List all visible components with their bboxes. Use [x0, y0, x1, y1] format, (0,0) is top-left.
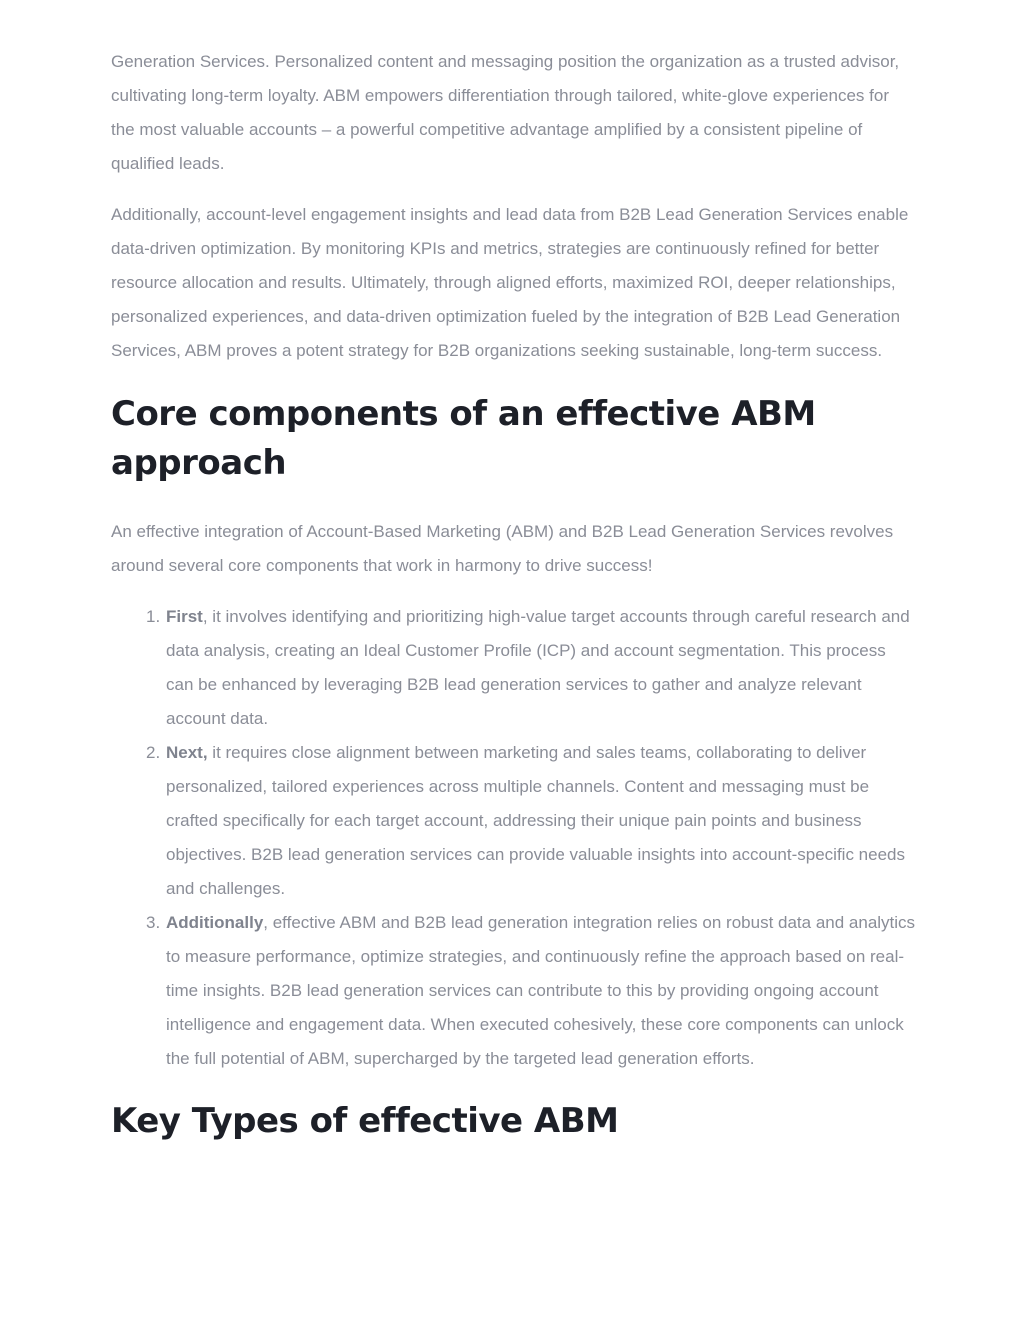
- list-item-lead: Additionally: [166, 913, 264, 932]
- list-item-number: 3.: [146, 913, 161, 932]
- list-item-text: , it involves identifying and prioritizing high-value target accounts through careful research and data analysis, creating an Ideal Customer Profile (ICP) and account segmentation. This process can be enhanced by leveraging B2B lead generation services to gather and analyze relevant account data.: [166, 607, 910, 728]
- list-item-lead: First: [166, 607, 203, 626]
- list-item-number: 1.: [146, 607, 161, 626]
- list-item-first: [146, 600, 916, 736]
- list-item-lead: Next,: [166, 743, 208, 762]
- list-item-text: , effective ABM and B2B lead generation integration relies on robust data and analytics to measure performance, optimize strategies, and continuously refine the approach based on real-time insights. B2B lead generation services can contribute to this by providing ongoing account intelligence and engagement data. When executed cohesively, these core components can unlock the full potential of ABM, supercharged by the targeted lead generation efforts.: [166, 913, 916, 1068]
- list-item-text: it requires close alignment between marketing and sales teams, collaborating to deliver personalized, tailored experiences across multiple channels. Content and messaging must be crafted specifically for each target account, addressing their unique pain points and business objectives. B2B lead generation services can provide valuable insights into account-specific needs and challenges.: [166, 743, 905, 898]
- heading-key-types: Key Types of effective ABM: [111, 1101, 619, 1141]
- list-item-additionally: [146, 906, 916, 1076]
- list-item-next: [146, 736, 916, 906]
- article-body: [111, 45, 916, 1146]
- list-item-number: 2.: [146, 743, 161, 762]
- paragraph-engagement-insights: Additionally, account-level engagement insights and lead data from B2B Lead Generation Services enable data-driven optimization. By monitoring KPIs and metrics, strategies are continuously refined for better resource allocation and results. Ultimately, through aligned efforts, maximized ROI, deeper relationships, personalized experiences, and data-driven optimization fueled by the integration of B2B Lead Generation Services, ABM proves a potent strategy for B2B organizations seeking sustainable, long-term success.: [111, 205, 909, 360]
- heading-core-components: Core components of an effective ABM approach: [111, 394, 816, 483]
- core-components-list: [111, 600, 916, 1076]
- paragraph-intro: An effective integration of Account-Based Marketing (ABM) and B2B Lead Generation Services revolves around several core components that work in harmony to drive success!: [111, 522, 894, 575]
- paragraph-generation-services: Generation Services. Personalized content and messaging position the organization as a trusted advisor, cultivating long-term loyalty. ABM empowers differentiation through tailored, white-glove experiences for the most valuable accounts – a powerful competitive advantage amplified by a consistent pipeline of qualified leads.: [111, 52, 900, 173]
